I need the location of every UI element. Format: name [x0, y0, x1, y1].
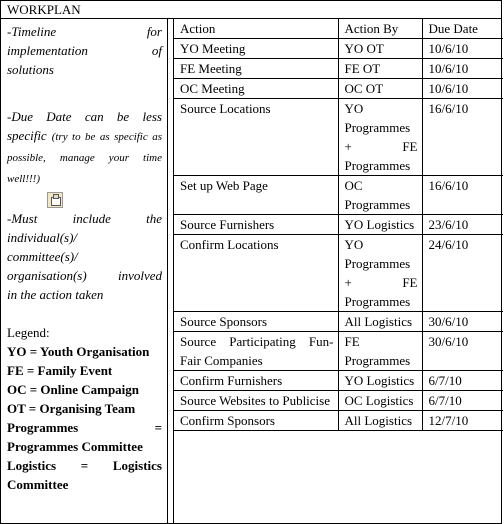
note-must-2: individual(s)/	[7, 230, 78, 245]
legend-label: Legend:	[7, 325, 50, 340]
cell-due-date: 10/6/10	[422, 39, 503, 59]
cell-due-date: 16/6/10	[422, 99, 503, 176]
legend-item-ot: OT = Organising Team	[7, 401, 136, 416]
notes-column	[1, 19, 168, 523]
clipboard-icon	[47, 192, 63, 208]
table-row	[174, 99, 503, 176]
header-action: Action	[174, 19, 338, 39]
cell-due-date: 24/6/10	[422, 235, 503, 312]
cell-action-by: FE Programmes	[338, 332, 422, 371]
cell-action: FE Meeting	[174, 59, 338, 79]
cell-due-date: 6/7/10	[422, 391, 503, 411]
cell-action-by: All Logistics	[338, 411, 422, 431]
workplan-outer-cell	[0, 18, 502, 524]
table-row	[174, 332, 503, 371]
cell-action-by: OC Programmes	[338, 176, 422, 215]
cell-action: Source Locations	[174, 99, 338, 176]
header-due-date: Due Date	[422, 19, 503, 39]
note-must-3: committee(s)/	[7, 249, 78, 264]
action-table	[174, 19, 503, 431]
cell-action: Source Participating Fun-Fair Companies	[174, 332, 338, 371]
note-due-date-1: -Due Date can be less	[7, 109, 162, 124]
legend-item-oc: OC = Online Campaign	[7, 382, 140, 397]
cell-action: Confirm Sponsors	[174, 411, 338, 431]
cell-action-by: FE OT	[338, 59, 422, 79]
note-due-date-specific: specific	[7, 128, 47, 143]
cell-action-by: All Logistics	[338, 312, 422, 332]
cell-action: Source Furnishers	[174, 215, 338, 235]
legend-item-fe: FE = Family Event	[7, 363, 113, 378]
cell-action: Confirm Furnishers	[174, 371, 338, 391]
cell-action-by: YO Logistics	[338, 371, 422, 391]
table-row	[174, 176, 503, 215]
workplan-title: WORKPLAN	[7, 2, 81, 17]
cell-due-date: 23/6/10	[422, 215, 503, 235]
table-header-row	[174, 19, 503, 39]
header-action-by: Action By	[338, 19, 422, 39]
table-row	[174, 59, 503, 79]
cell-due-date: 30/6/10	[422, 332, 503, 371]
note-must-1: -Must include the	[7, 211, 162, 226]
note-due-date-2	[7, 126, 162, 189]
legend-item-logistics: Logistics = Logistics Committee	[7, 458, 162, 492]
table-row	[174, 39, 503, 59]
legend-item-yo: YO = Youth Organisation	[7, 344, 150, 359]
cell-due-date: 10/6/10	[422, 59, 503, 79]
cell-action: YO Meeting	[174, 39, 338, 59]
table-row	[174, 215, 503, 235]
cell-action: Source Sponsors	[174, 312, 338, 332]
cell-action: Set up Web Page	[174, 176, 338, 215]
table-row	[174, 411, 503, 431]
table-row	[174, 371, 503, 391]
cell-action-by: OC Logistics	[338, 391, 422, 411]
cell-action-by: OC OT	[338, 79, 422, 99]
cell-action: OC Meeting	[174, 79, 338, 99]
note-must-4: organisation(s) involved	[7, 268, 162, 283]
title-row	[0, 0, 502, 18]
table-row	[174, 235, 503, 312]
cell-due-date: 10/6/10	[422, 79, 503, 99]
cell-due-date: 30/6/10	[422, 312, 503, 332]
note-due-date-small: (try to be as specific as possible, manage your time well!!!)	[7, 131, 162, 185]
cell-due-date: 6/7/10	[422, 371, 503, 391]
cell-action: Confirm Locations	[174, 235, 338, 312]
action-table-wrap	[173, 19, 502, 523]
table-row	[174, 391, 503, 411]
note-must-5: in the action taken	[7, 287, 104, 302]
cell-due-date: 16/6/10	[422, 176, 503, 215]
table-row	[174, 79, 503, 99]
cell-action-by: YO OT	[338, 39, 422, 59]
note-timeline-2: implementation of	[7, 43, 162, 58]
note-timeline-3: solutions	[7, 62, 54, 77]
cell-due-date: 12/7/10	[422, 411, 503, 431]
legend-item-programmes: Programmes = Programmes Committee	[7, 420, 162, 454]
note-timeline-1: -Timeline for	[7, 24, 162, 39]
cell-action-by: YO Logistics	[338, 215, 422, 235]
cell-action-by: YO Programmes + FE Programmes	[338, 99, 422, 176]
table-row	[174, 312, 503, 332]
cell-action-by: YO Programmes + FE Programmes	[338, 235, 422, 312]
cell-action: Source Websites to Publicise	[174, 391, 338, 411]
